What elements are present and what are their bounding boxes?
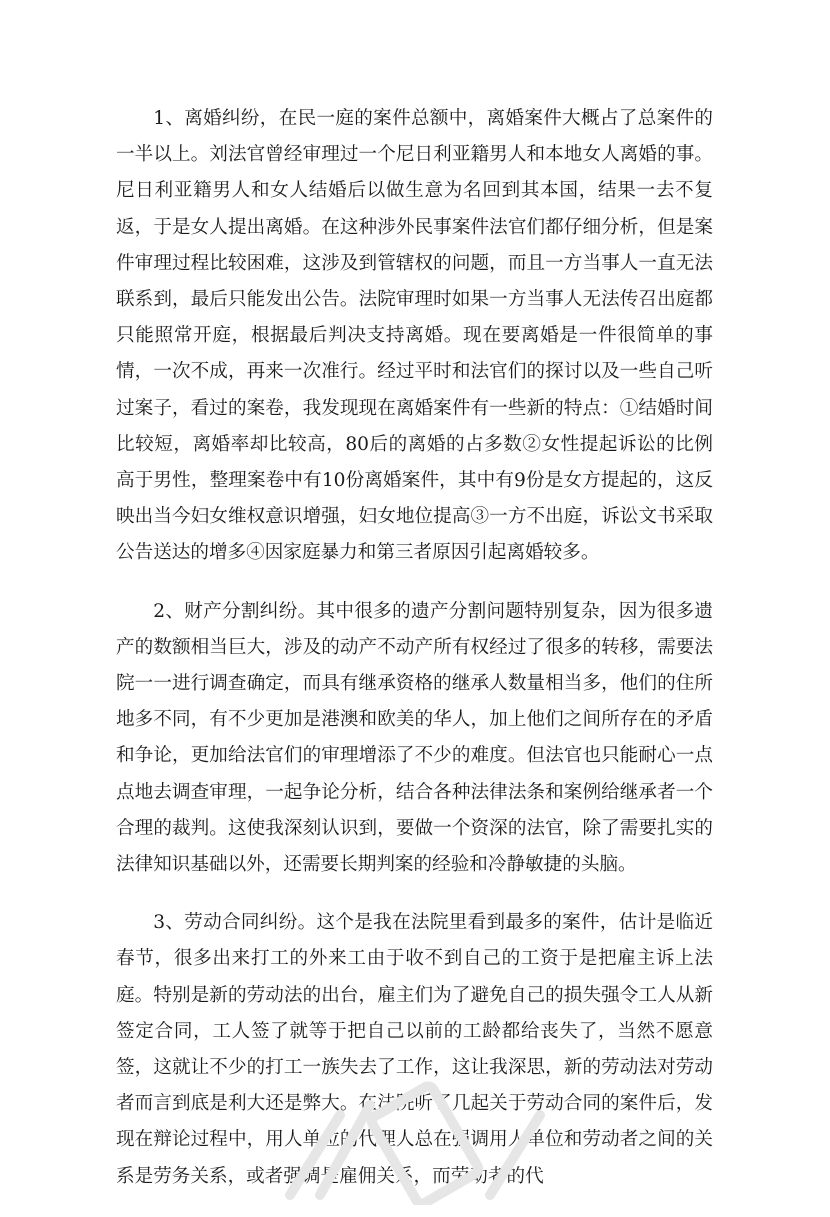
paragraph-property-division: 2、财产分割纠纷。其中很多的遗产分割问题特别复杂，因为很多遗产的数额相当巨大，涉及的动产不动产所有权经过了很多的转移，需要法院一一进行调查确定，而具有继承资格的继承人数量相当多，他们的住所地多不同，有不少更加是港澳和欧美的华人，加上他们之间所存在的矛盾和争论，更加给法官们的审理增添了不少的难度。但法官也只能耐心一点点地去调查审理，一起争论分析，结合各种法律法条和案例给继承者一个合理的裁判。这使我深刻认识到，要做一个资深的法官，除了需要扎实的法律知识基础以外，还需要长期判案的经验和冷静敏捷的头脑。 — [116, 600, 713, 876]
paragraph-divorce-disputes: 1、离婚纠纷，在民一庭的案件总额中，离婚案件大概占了总案件的一半以上。刘法官曾经审理过一个尼日利亚籍男人和本地女人离婚的事。尼日利亚籍男人和女人结婚后以做生意为名回到其本国，结果一去不复返，于是女人提出离婚。在这种涉外民事案件法官们都仔细分析，但是案件审理过程比较困难，这涉及到管辖权的问题，而且一方当事人一直无法联系到，最后只能发出公告。法院审理时如果一方当事人无法传召出庭都只能照常开庭，根据最后判决支持离婚。现在要离婚是一件很简单的事情，一次不成，再来一次准行。经过平时和法官们的探讨以及一些自己听过案子，看过的案卷，我发现现在离婚案件有一些新的特点：①结婚时间比较短，离婚率却比较高，80后的离婚的占多数②女性提起诉讼的比例高于男性，整理案卷中有10份离婚案件，其中有9份是女方提起的，这反映出当今妇女维权意识增强，妇女地位提高③一方不出庭，诉讼文书采取公告送达的增多④因家庭暴力和第三者原因引起离婚较多。 — [116, 108, 713, 564]
document-body — [116, 101, 713, 1217]
paragraph-labor-contract: 3、劳动合同纠纷。这个是我在法院里看到最多的案件，估计是临近春节，很多出来打工的外来工由于收不到自己的工资于是把雇主诉上法庭。特别是新的劳动法的出台，雇主们为了避免自己的损失强令工人从新签定合同，工人签了就等于把自己以前的工龄都给丧失了，当然不愿意签，这就让不少的打工一族失去了工作，这让我深思，新的劳动法对劳动者而言到底是利大还是弊大。在法院听了几起关于劳动合同的案件后，发现在辩论过程中，用人单位的代理人总在强调用人单位和劳动者之间的关系是劳务关系，或者强调是雇佣关系，而劳动者的代 — [116, 912, 713, 1187]
